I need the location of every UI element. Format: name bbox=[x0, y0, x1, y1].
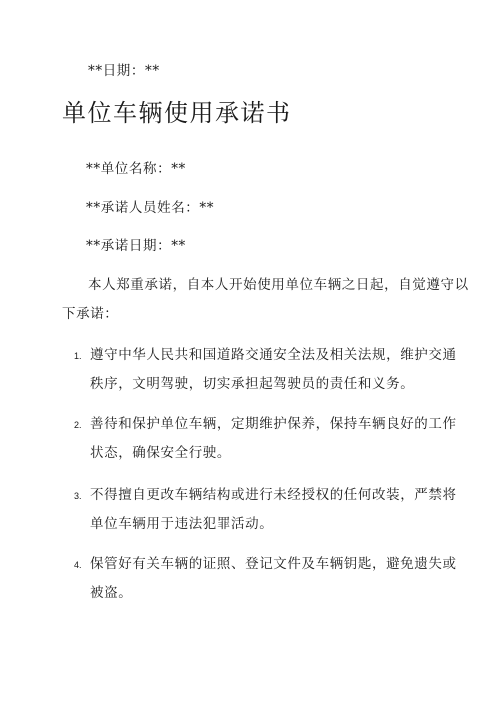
item-number: 3. bbox=[74, 491, 82, 501]
item-text-line-2: 被盗。 bbox=[90, 585, 133, 601]
item-text-line-2: 单位车辆用于违法犯罪活动。 bbox=[90, 516, 274, 532]
item-text-line-1: 不得擅自更改车辆结构或进行未经授权的任何改装，严禁将 bbox=[90, 487, 457, 503]
unit-name-field: **单位名称：** bbox=[86, 161, 186, 177]
item-text-line-2: 状态，确保安全行驶。 bbox=[90, 445, 231, 461]
item-number: 1. bbox=[74, 351, 82, 361]
intro-line-2: 下承诺： bbox=[62, 306, 119, 322]
item-number: 4. bbox=[74, 560, 82, 570]
document-title: 单位车辆使用承诺书 bbox=[62, 99, 292, 127]
item-text-line-1: 善待和保护单位车辆，定期维护保养，保持车辆良好的工作 bbox=[90, 416, 457, 432]
item-text-line-1: 保管好有关车辆的证照、登记文件及车辆钥匙，避免遗失或 bbox=[90, 556, 457, 572]
item-text-line-2: 秩序，文明驾驶，切实承担起驾驶员的责任和义务。 bbox=[90, 376, 415, 392]
promise-date-field: **承诺日期：** bbox=[86, 238, 186, 254]
promisor-name-field: **承诺人员姓名：** bbox=[86, 200, 215, 216]
date-line: **日期：** bbox=[88, 63, 160, 79]
item-text-line-1: 遵守中华人民共和国道路交通安全法及相关法规，维护交通 bbox=[90, 347, 457, 363]
item-number: 2. bbox=[74, 420, 82, 430]
intro-line-1: 本人郑重承诺，自本人开始使用单位车辆之日起，自觉遵守以 bbox=[88, 277, 469, 293]
